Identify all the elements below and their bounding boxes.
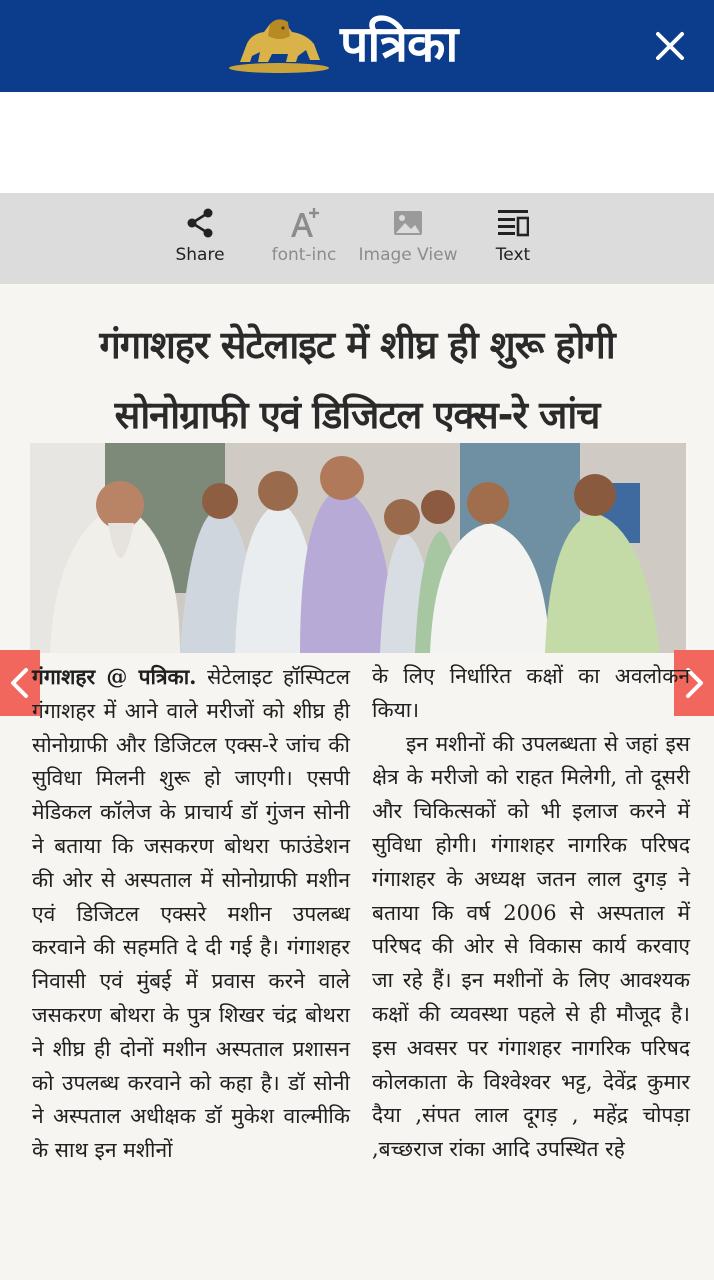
article-dateline: गंगाशहर @ पत्रिका. <box>32 664 197 689</box>
close-icon[interactable] <box>648 24 692 68</box>
brand-title: पत्रिका <box>340 14 458 73</box>
chevron-left-icon <box>8 667 32 699</box>
image-view-button[interactable] <box>353 207 463 273</box>
image-view-label: Image View <box>358 245 458 265</box>
article-headline: गंगाशहर सेटेलाइट में शीघ्र ही शुरू होगी <box>99 323 615 367</box>
article-text: इन मशीनों की उपलब्धता से जहां इस क्षेत्र के मरीजो को राहत मिलेगी, तो दूसरी और चिकित्सकों को भी इलाज करने में सुविधा होगी। गंगाशहर नागरिक परिषद गंगाशहर के अध्यक्ष जतन लाल दुगड़ ने बताया कि वर्ष 2006 से अस्पताल में परिषद की ओर से विकास कार्य करवाए जा रहे हैं। इन मशीनों के लिए आवश्यक कक्षों की व्यवस्था पहले से ही मौजूद है। इस अवसर पर गंगाशहर नागरिक परिषद कोलकाता के विश्वेश्वर भट्ट, देवेंद्र कुमार दैया ,संपत लाल दूगड़ , महेंद्र चोपड़ा ,बच्छराज रांका आदि उपस्थित रहे <box>372 731 690 1162</box>
font-increase-icon <box>288 207 320 239</box>
share-button[interactable] <box>145 207 255 273</box>
font-increase-label: font-inc <box>271 245 337 265</box>
text-view-label: Text <box>495 245 531 265</box>
font-increase-button[interactable] <box>249 207 359 273</box>
article-paragraph <box>32 660 350 1168</box>
text-lines-icon <box>497 207 529 239</box>
reader-toolbar <box>0 193 714 284</box>
article-column-right <box>372 660 690 1167</box>
article-text: सेटेलाइट हॉस्पिटल गंगाशहर में आने वाले मरीजों को शीघ्र ही सोनोग्राफी और डिजिटल एक्स-रे जांच की सुविधा मिलनी शुरू हो जाएगी। एसपी मेडिकल कॉलेज के प्राचार्य डॉ गुंजन सोनी ने बताया कि जसकरण बोथरा फाउंडेशन की ओर से अस्पताल में सोनोग्राफी मशीन एवं डिजिटल एक्सरे मशीन उपलब्ध करवाने की सहमति दे दी गई है। गंगाशहर निवासी एवं मुंबई में प्रवास करने वाले जसकरण बोथरा के पुत्र शिखर चंद्र बोथरा ने शीघ्र ही दोनों मशीन अस्पताल प्रशासन को उपलब्ध करवाने को कहा है। डॉ सोनी ने अस्पताल अधीक्षक डॉ मुकेश वाल्मीकि के साथ इन मशीनों <box>32 665 350 1163</box>
lion-logo-icon <box>226 16 332 74</box>
article-column-left <box>32 660 350 1168</box>
article-paragraph <box>372 728 690 1167</box>
share-label: Share <box>175 245 225 265</box>
app-header <box>0 0 714 92</box>
image-icon <box>392 207 424 239</box>
share-icon <box>184 207 216 239</box>
news-photo <box>30 443 686 653</box>
article-paragraph: के लिए निर्धारित कक्षों का अवलोकन किया। <box>372 664 690 722</box>
article-subheadline: सोनोग्राफी एवं डिजिटल एक्स-रे जांच <box>114 393 600 437</box>
text-view-button[interactable] <box>458 207 568 273</box>
ad-placeholder <box>0 92 714 193</box>
